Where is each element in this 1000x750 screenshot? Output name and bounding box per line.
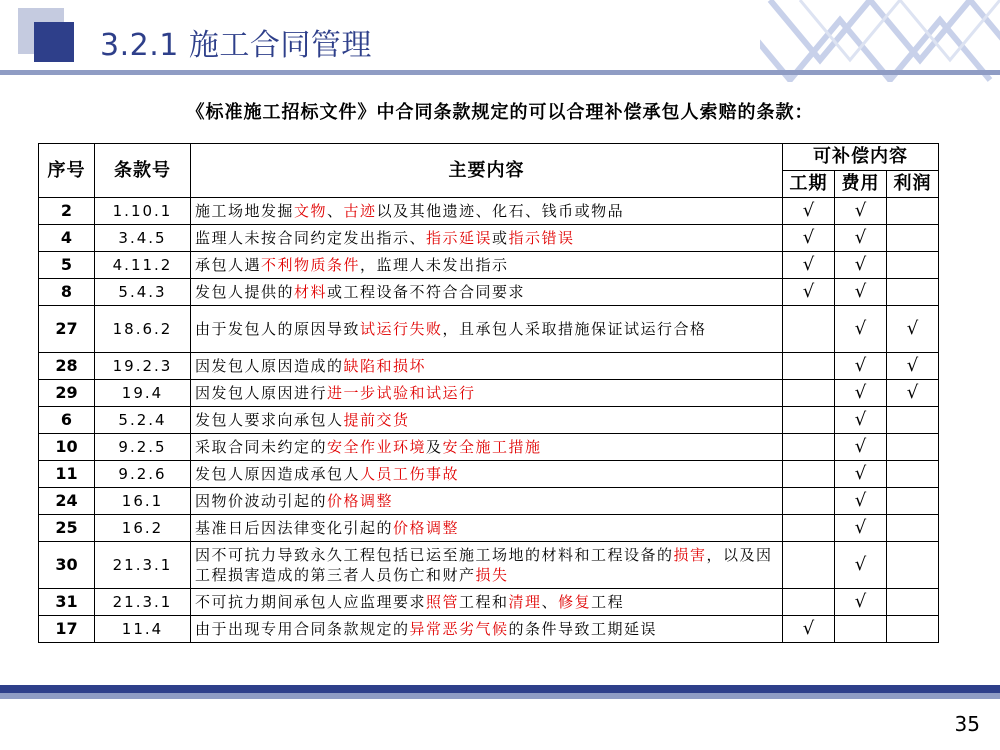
table-caption: 《标准施工招标文件》中合同条款规定的可以合理补偿承包人索赔的条款： bbox=[186, 102, 814, 123]
table-row bbox=[39, 434, 939, 461]
row-seq: 6 bbox=[39, 407, 95, 434]
content-text: 、 bbox=[541, 593, 559, 611]
row-clause: 5.2.4 bbox=[95, 407, 191, 434]
row-cost-mark: √ bbox=[835, 198, 887, 225]
row-clause: 18.6.2 bbox=[95, 306, 191, 353]
row-content bbox=[191, 353, 783, 380]
content-text: 因物价波动引起的 bbox=[195, 492, 328, 510]
content-text: 发包人提供的 bbox=[195, 283, 295, 301]
footer-bar bbox=[0, 685, 1000, 693]
header-clause: 条款号 bbox=[95, 144, 191, 198]
row-seq: 8 bbox=[39, 279, 95, 306]
row-clause: 3.4.5 bbox=[95, 225, 191, 252]
highlighted-text: 指示延误 bbox=[426, 229, 493, 247]
row-content bbox=[191, 515, 783, 542]
row-profit-mark: √ bbox=[887, 306, 939, 353]
content-text: 、 bbox=[327, 202, 344, 220]
row-profit-mark bbox=[887, 434, 939, 461]
row-content bbox=[191, 225, 783, 252]
row-content bbox=[191, 488, 783, 515]
page-number: 35 bbox=[954, 712, 980, 736]
row-seq: 25 bbox=[39, 515, 95, 542]
content-text: 及 bbox=[426, 438, 443, 456]
content-text: ，以及因工程损害造成的第三者人员伤亡和财产 bbox=[195, 546, 773, 584]
highlighted-text: 损失 bbox=[475, 566, 509, 584]
highlighted-text: 进一步试验和试运行 bbox=[327, 384, 476, 402]
table-row bbox=[39, 198, 939, 225]
content-text: 施工场地发掘 bbox=[195, 202, 295, 220]
table-row bbox=[39, 225, 939, 252]
row-content bbox=[191, 461, 783, 488]
row-seq: 4 bbox=[39, 225, 95, 252]
highlighted-text: 古迹 bbox=[343, 202, 377, 220]
row-seq: 2 bbox=[39, 198, 95, 225]
content-text: 监理人未按合同约定发出指示、 bbox=[195, 229, 427, 247]
row-time-mark bbox=[783, 542, 835, 589]
row-cost-mark: √ bbox=[835, 380, 887, 407]
row-time-mark: √ bbox=[783, 225, 835, 252]
table-row bbox=[39, 380, 939, 407]
highlighted-text: 安全作业环境 bbox=[327, 438, 427, 456]
highlighted-text: 文物 bbox=[294, 202, 328, 220]
row-seq: 31 bbox=[39, 589, 95, 616]
highlighted-text: 损害 bbox=[673, 546, 707, 564]
row-seq: 27 bbox=[39, 306, 95, 353]
table-row bbox=[39, 252, 939, 279]
highlighted-text: 清理 bbox=[508, 593, 542, 611]
content-text: 工程和 bbox=[459, 593, 509, 611]
row-profit-mark bbox=[887, 252, 939, 279]
row-profit-mark bbox=[887, 589, 939, 616]
row-seq: 29 bbox=[39, 380, 95, 407]
highlighted-text: 缺陷和损坏 bbox=[343, 357, 427, 375]
content-text: 承包人遇 bbox=[195, 256, 262, 274]
row-clause: 4.11.2 bbox=[95, 252, 191, 279]
highlighted-text: 不利物质条件 bbox=[261, 256, 361, 274]
row-time-mark: √ bbox=[783, 616, 835, 643]
row-time-mark bbox=[783, 515, 835, 542]
content-text: ，且承包人采取措施保证试运行合格 bbox=[442, 320, 707, 338]
row-cost-mark: √ bbox=[835, 353, 887, 380]
footer-bar-light bbox=[0, 693, 1000, 699]
row-content bbox=[191, 252, 783, 279]
content-text: 因不可抗力导致永久工程包括已运至施工场地的材料和工程设备的 bbox=[195, 546, 674, 564]
row-time-mark bbox=[783, 589, 835, 616]
row-profit-mark: √ bbox=[887, 380, 939, 407]
row-clause: 16.2 bbox=[95, 515, 191, 542]
highlighted-text: 指示错误 bbox=[508, 229, 575, 247]
header-compensable: 可补偿内容 bbox=[783, 144, 939, 171]
row-seq: 5 bbox=[39, 252, 95, 279]
highlighted-text: 修复 bbox=[558, 593, 592, 611]
row-seq: 10 bbox=[39, 434, 95, 461]
content-text: ，监理人未发出指示 bbox=[360, 256, 509, 274]
content-text: 发包人原因造成承包人 bbox=[195, 465, 361, 483]
row-clause: 9.2.6 bbox=[95, 461, 191, 488]
row-clause: 19.2.3 bbox=[95, 353, 191, 380]
row-cost-mark: √ bbox=[835, 542, 887, 589]
decorative-square-front bbox=[34, 22, 74, 62]
row-clause: 1.10.1 bbox=[95, 198, 191, 225]
table-row bbox=[39, 542, 939, 589]
content-text: 发包人要求向承包人 bbox=[195, 411, 344, 429]
header-divider bbox=[0, 70, 1000, 75]
header-content: 主要内容 bbox=[191, 144, 783, 198]
content-text: 或 bbox=[492, 229, 509, 247]
row-cost-mark: √ bbox=[835, 279, 887, 306]
row-profit-mark bbox=[887, 488, 939, 515]
row-content bbox=[191, 279, 783, 306]
row-time-mark bbox=[783, 434, 835, 461]
highlighted-text: 价格调整 bbox=[393, 519, 460, 537]
row-seq: 11 bbox=[39, 461, 95, 488]
table-row bbox=[39, 515, 939, 542]
table-row bbox=[39, 488, 939, 515]
row-clause: 11.4 bbox=[95, 616, 191, 643]
row-clause: 19.4 bbox=[95, 380, 191, 407]
row-time-mark: √ bbox=[783, 198, 835, 225]
row-time-mark bbox=[783, 380, 835, 407]
row-cost-mark: √ bbox=[835, 461, 887, 488]
highlighted-text: 试运行失败 bbox=[360, 320, 443, 338]
row-cost-mark: √ bbox=[835, 434, 887, 461]
row-content bbox=[191, 542, 783, 589]
content-text: 的条件导致工期延误 bbox=[508, 620, 658, 638]
row-profit-mark bbox=[887, 616, 939, 643]
row-content bbox=[191, 198, 783, 225]
table-row bbox=[39, 616, 939, 643]
row-profit-mark bbox=[887, 515, 939, 542]
row-time-mark: √ bbox=[783, 279, 835, 306]
header-seq: 序号 bbox=[39, 144, 95, 198]
row-content bbox=[191, 589, 783, 616]
header-profit: 利润 bbox=[887, 171, 939, 198]
content-text: 基准日后因法律变化引起的 bbox=[195, 519, 394, 537]
row-profit-mark bbox=[887, 225, 939, 252]
row-time-mark bbox=[783, 488, 835, 515]
row-cost-mark: √ bbox=[835, 252, 887, 279]
table-row bbox=[39, 407, 939, 434]
row-profit-mark bbox=[887, 407, 939, 434]
row-clause: 16.1 bbox=[95, 488, 191, 515]
row-profit-mark bbox=[887, 279, 939, 306]
row-clause: 5.4.3 bbox=[95, 279, 191, 306]
row-time-mark bbox=[783, 353, 835, 380]
highlighted-text: 异常恶劣气候 bbox=[409, 620, 509, 638]
row-cost-mark: √ bbox=[835, 306, 887, 353]
highlighted-text: 材料 bbox=[294, 283, 328, 301]
table-row bbox=[39, 461, 939, 488]
row-profit-mark bbox=[887, 461, 939, 488]
row-cost-mark: √ bbox=[835, 488, 887, 515]
highlighted-text: 价格调整 bbox=[327, 492, 394, 510]
row-time-mark: √ bbox=[783, 252, 835, 279]
content-text: 因发包人原因进行 bbox=[195, 384, 328, 402]
row-clause: 9.2.5 bbox=[95, 434, 191, 461]
highlighted-text: 安全施工措施 bbox=[442, 438, 542, 456]
row-cost-mark: √ bbox=[835, 589, 887, 616]
content-text: 采取合同未约定的 bbox=[195, 438, 328, 456]
row-content bbox=[191, 434, 783, 461]
table-row bbox=[39, 589, 939, 616]
page-title: 3.2.1 施工合同管理 bbox=[100, 28, 372, 63]
row-profit-mark bbox=[887, 198, 939, 225]
row-content bbox=[191, 380, 783, 407]
row-seq: 28 bbox=[39, 353, 95, 380]
claims-table bbox=[38, 143, 939, 643]
row-cost-mark bbox=[835, 616, 887, 643]
content-text: 不可抗力期间承包人应监理要求 bbox=[195, 593, 427, 611]
row-cost-mark: √ bbox=[835, 407, 887, 434]
row-content bbox=[191, 407, 783, 434]
row-content bbox=[191, 306, 783, 353]
row-cost-mark: √ bbox=[835, 515, 887, 542]
content-text: 以及其他遗迹、化石、钱币或物品 bbox=[376, 202, 625, 220]
highlighted-text: 人员工伤事故 bbox=[360, 465, 460, 483]
row-seq: 17 bbox=[39, 616, 95, 643]
row-profit-mark: √ bbox=[887, 353, 939, 380]
row-time-mark bbox=[783, 461, 835, 488]
table-row bbox=[39, 353, 939, 380]
row-time-mark bbox=[783, 407, 835, 434]
row-seq: 24 bbox=[39, 488, 95, 515]
row-clause: 21.3.1 bbox=[95, 589, 191, 616]
header-cost: 费用 bbox=[835, 171, 887, 198]
row-seq: 30 bbox=[39, 542, 95, 589]
highlighted-text: 照管 bbox=[426, 593, 460, 611]
table-row bbox=[39, 306, 939, 353]
content-text: 由于发包人的原因导致 bbox=[195, 320, 361, 338]
content-text: 由于出现专用合同条款规定的 bbox=[195, 620, 410, 638]
table-row bbox=[39, 279, 939, 306]
header-time: 工期 bbox=[783, 171, 835, 198]
row-profit-mark bbox=[887, 542, 939, 589]
row-time-mark bbox=[783, 306, 835, 353]
highlighted-text: 提前交货 bbox=[343, 411, 410, 429]
row-clause: 21.3.1 bbox=[95, 542, 191, 589]
table-body bbox=[39, 198, 939, 643]
content-text: 因发包人原因造成的 bbox=[195, 357, 344, 375]
content-text: 工程 bbox=[591, 593, 625, 611]
row-content bbox=[191, 616, 783, 643]
row-cost-mark: √ bbox=[835, 225, 887, 252]
content-text: 或工程设备不符合合同要求 bbox=[327, 283, 526, 301]
